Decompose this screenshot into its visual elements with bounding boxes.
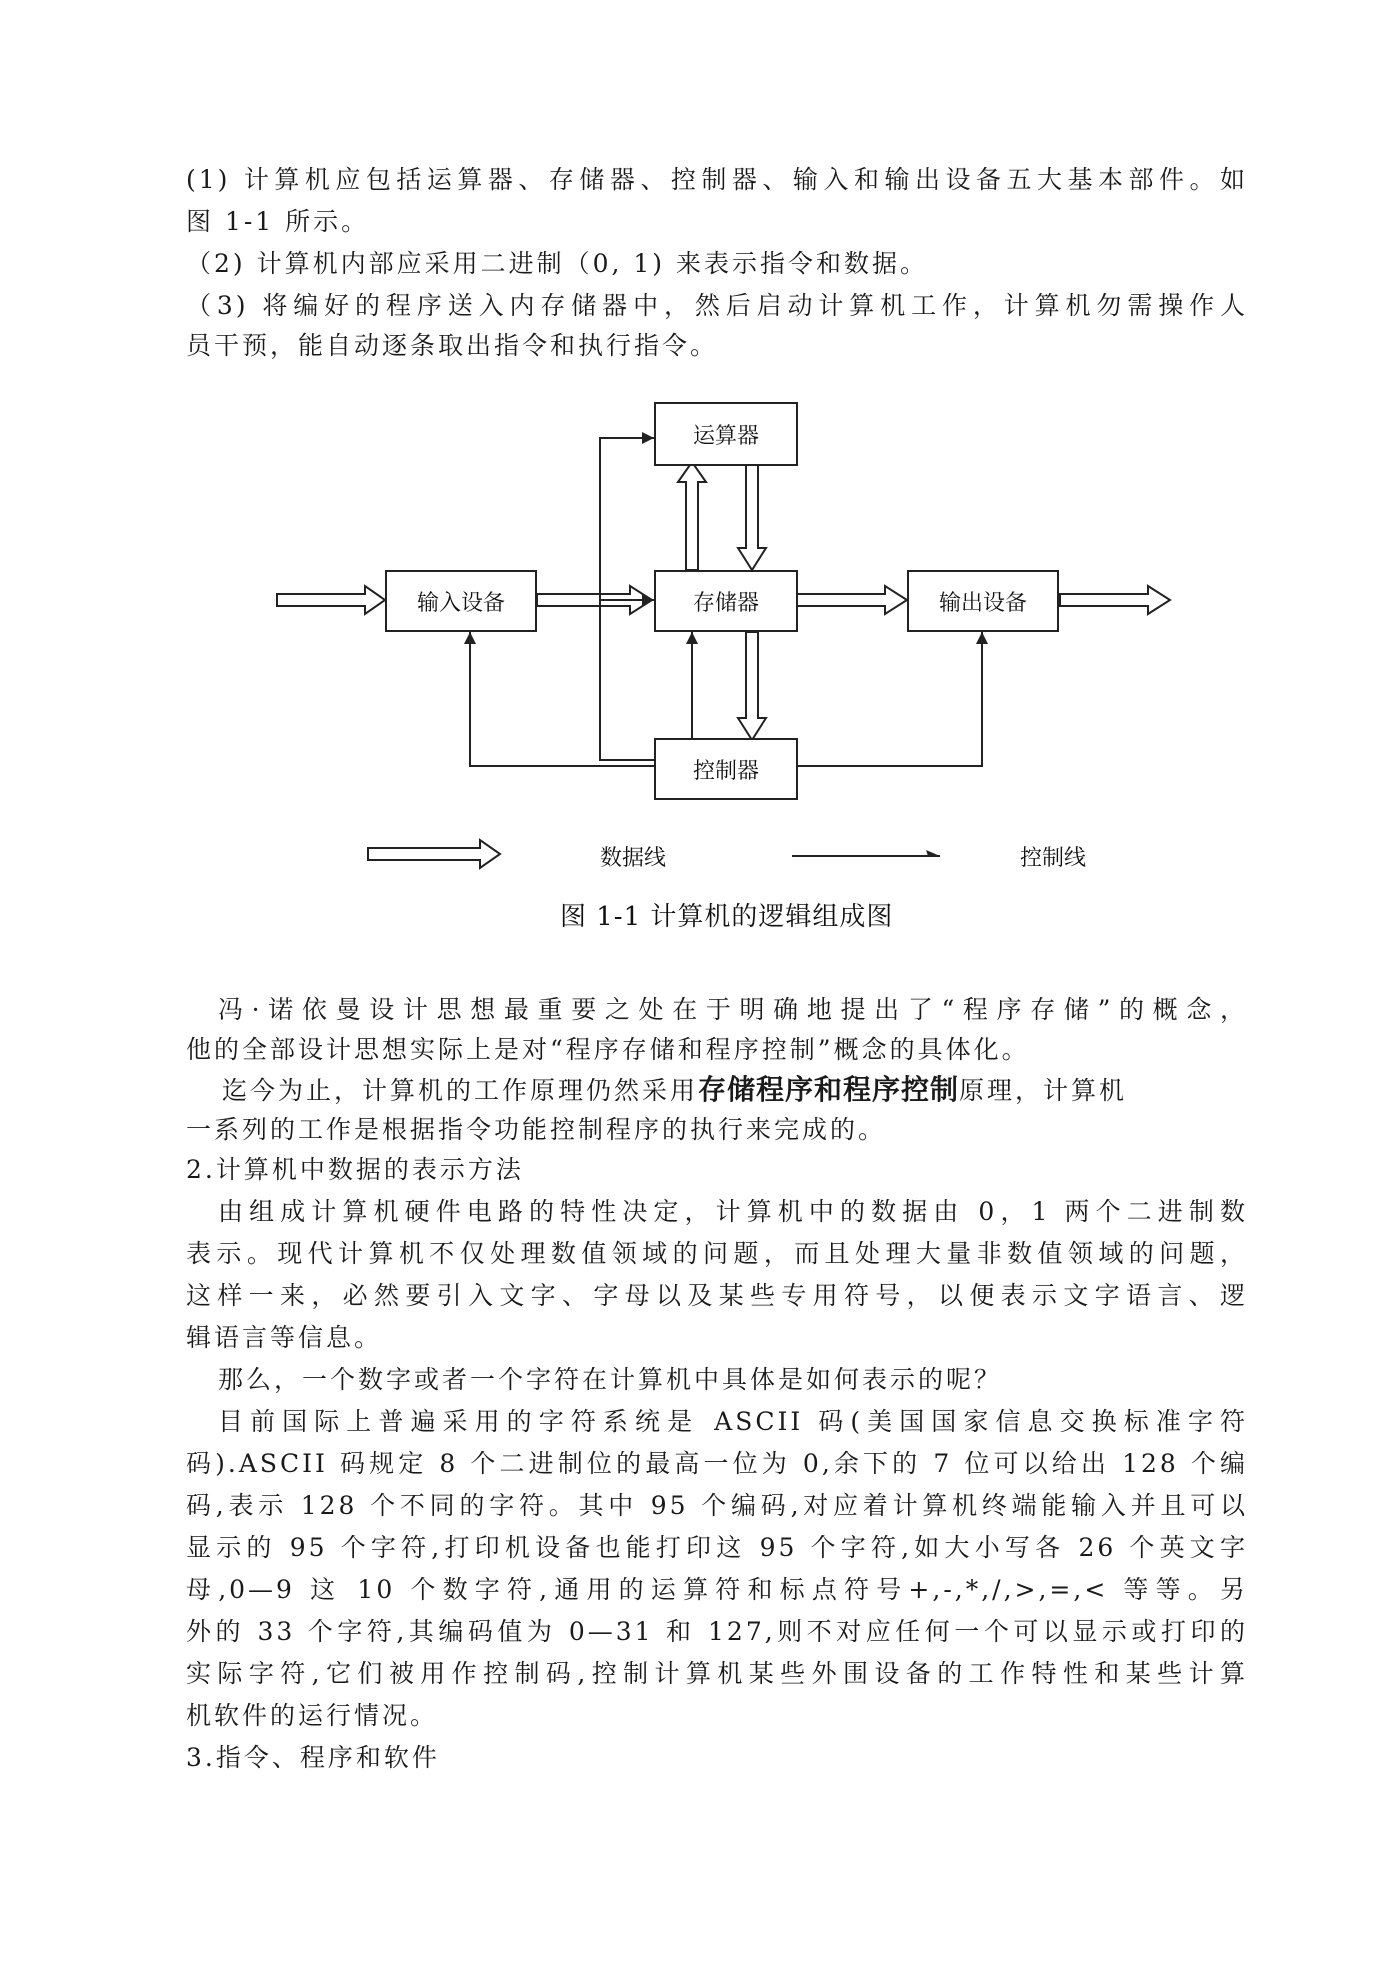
paragraph-5-text-pre: 迄今为止，计算机的工作原理仍然采用: [222, 1076, 699, 1105]
paragraph-5-line-2: 一系列的工作是根据指令功能控制程序的执行来完成的。: [186, 1115, 887, 1144]
paragraph-8-line-2: 码).ASCII 码规定 8 个二进制位的最高一位为 0,余下的 7 位可以给出 128 个编: [186, 1449, 1248, 1478]
legend-data-arrow: [368, 840, 500, 868]
control-line-to-output: [798, 632, 982, 766]
control-line-to-input: [470, 632, 654, 766]
paragraph-8-line-8: 机软件的运行情况。: [186, 1701, 439, 1730]
paragraph-4-line-2: 他的全部设计思想实际上是对“程序存储和程序控制”概念的具体化。: [186, 1035, 1030, 1064]
paragraph-6-line-4: 辑语言等信息。: [186, 1323, 383, 1352]
control-arrowhead-input: [464, 632, 476, 644]
paragraph-8-line-4: 显示的 95 个字符,打印机设备也能打印这 95 个字符,如大小写各 26 个英文字: [186, 1533, 1248, 1562]
data-arrow-memory-alu: [678, 462, 706, 570]
paragraph-8-line-3: 码,表示 128 个不同的字符。其中 95 个编码,对应着计算机终端能输入并且可以: [186, 1491, 1248, 1520]
controller-box: 控制器: [654, 738, 798, 800]
logic-diagram: [0, 0, 1396, 960]
data-arrow-in: [277, 586, 385, 614]
alu-box: 运算器: [654, 402, 798, 466]
section-heading-2: 2.计算机中数据的表示方法: [186, 1155, 524, 1184]
paragraph-5-text-post: 原理，计算机: [959, 1076, 1128, 1105]
data-arrow-out: [1060, 586, 1170, 614]
data-arrow-memory-controller: [738, 632, 766, 740]
paragraph-8-line-7: 实际字符,它们被用作控制码,控制计算机某些外围设备的工作特性和某些计算: [186, 1659, 1248, 1688]
data-arrow-memory-output: [797, 586, 907, 614]
data-arrow-alu-memory: [738, 462, 766, 570]
control-arrowhead-memory-up: [686, 632, 698, 644]
paragraph-3-line-2: 员干预，能自动逐条取出指令和执行指令。: [186, 331, 719, 360]
control-arrowhead-output: [976, 632, 988, 644]
paragraph-8-line-6: 外的 33 个字符,其编码值为 0—31 和 127,则不对应任何一个可以显示或打印的: [186, 1617, 1248, 1646]
memory-box: 存储器: [654, 570, 798, 632]
section-heading-3: 3.指令、程序和软件: [186, 1743, 440, 1772]
paragraph-6-line-1: 由组成计算机硬件电路的特性决定，计算机中的数据由 0，1 两个二进制数: [218, 1197, 1248, 1226]
output-device-box: 输出设备: [907, 570, 1059, 632]
paragraph-6-line-3: 这样一来，必然要引入文字、字母以及某些专用符号，以便表示文字语言、逻: [186, 1281, 1248, 1310]
control-arrowhead-alu: [642, 432, 654, 444]
paragraph-1-line-2: 图 1-1 所示。: [186, 207, 370, 236]
paragraph-5-emphasis: 存储程序和程序控制: [698, 1073, 960, 1106]
paragraph-1-line-1: (1) 计算机应包括运算器、存储器、控制器、输入和输出设备五大基本部件。如: [186, 165, 1248, 194]
control-arrowhead-memory: [642, 594, 654, 606]
paragraph-5-line-1: [222, 1070, 1284, 1111]
figure-caption: 图 1-1 计算机的逻辑组成图: [560, 902, 894, 932]
legend-control-line-label: 控制线: [1020, 846, 1087, 871]
paragraph-8-line-5: 母,0—9 这 10 个数字符,通用的运算符和标点符号+,-,*,/,>,=,< 等等。另: [186, 1575, 1248, 1604]
paragraph-7: 那么，一个数字或者一个字符在计算机中具体是如何表示的呢？: [218, 1365, 1003, 1394]
legend-data-line-label: 数据线: [600, 846, 667, 871]
paragraph-4-line-1: 冯·诺依曼设计思想最重要之处在于明确地提出了“程序存储”的概念，: [218, 995, 1248, 1024]
paragraph-2: （2) 计算机内部应采用二进制（0, 1) 来表示指令和数据。: [186, 249, 929, 278]
paragraph-3-line-1: （3) 将编好的程序送入内存储器中，然后启动计算机工作，计算机勿需操作人: [186, 291, 1248, 320]
paragraph-6-line-2: 表示。现代计算机不仅处理数值领域的问题，而且处理大量非数值领域的问题，: [186, 1239, 1248, 1268]
input-device-box: 输入设备: [385, 570, 537, 632]
paragraph-8-line-1: 目前国际上普遍采用的字符系统是 ASCII 码(美国国家信息交换标准字符: [218, 1407, 1248, 1436]
